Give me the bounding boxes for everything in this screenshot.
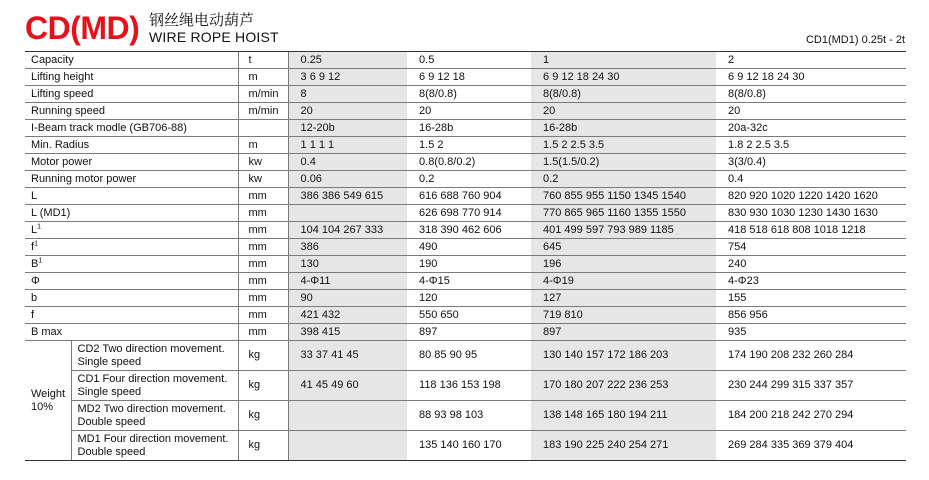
unit-cell: m: [238, 69, 288, 86]
brand-title: CD(MD): [25, 10, 140, 46]
value-cell: 386 386 549 615: [288, 188, 407, 205]
row-label-text: Running motor power: [31, 173, 137, 185]
unit-cell: kw: [238, 171, 288, 188]
row-label-text: B max: [31, 326, 63, 338]
value-cell: 770 865 965 1160 1355 1550: [531, 205, 716, 222]
value-cell: 0.8(0.8/0.2): [407, 154, 531, 171]
table-row: [25, 171, 906, 188]
row-label: [25, 171, 238, 188]
unit-cell: mm: [238, 290, 288, 307]
value-cell: 20: [407, 103, 531, 120]
unit-cell: mm: [238, 273, 288, 290]
row-label: [25, 256, 238, 273]
table-row: [25, 137, 906, 154]
unit-cell: m/min: [238, 103, 288, 120]
row-label-text: Φ: [31, 275, 40, 287]
row-label: [25, 273, 238, 290]
value-cell: 550 650: [407, 307, 531, 324]
weight-label-percent: 10%: [31, 400, 54, 413]
value-cell: 820 920 1020 1220 1420 1620: [716, 188, 906, 205]
value-cell: 135 140 160 170: [407, 431, 531, 461]
row-label: [25, 69, 238, 86]
unit-cell: m/min: [238, 86, 288, 103]
value-cell: [288, 205, 407, 222]
row-label: [25, 239, 238, 256]
weight-type-line2: Double speed: [77, 445, 146, 458]
row-label-text: Min. Radius: [31, 139, 90, 151]
value-cell: 20: [716, 103, 906, 120]
spec-table: [25, 51, 906, 461]
unit-cell: mm: [238, 324, 288, 341]
unit-cell: kg: [238, 431, 288, 461]
value-cell: 41 45 49 60: [288, 371, 407, 401]
value-cell: 20: [531, 103, 716, 120]
value-cell: 830 930 1030 1230 1430 1630: [716, 205, 906, 222]
page-header: [0, 0, 929, 48]
unit-cell: mm: [238, 307, 288, 324]
row-label: [25, 86, 238, 103]
row-label: [25, 188, 238, 205]
value-cell: 184 200 218 242 270 294: [716, 401, 906, 431]
weight-row: [25, 341, 906, 371]
value-cell: 418 518 618 808 1018 1218: [716, 222, 906, 239]
row-label-text: L: [31, 224, 38, 236]
value-cell: 6 9 12 18 24 30: [716, 69, 906, 86]
table-row: [25, 120, 906, 137]
value-cell: 118 136 153 198: [407, 371, 531, 401]
value-cell: 240: [716, 256, 906, 273]
row-label: [25, 120, 238, 137]
row-label-text: I-Beam track modle (GB706-88): [31, 122, 187, 134]
value-cell: 80 85 90 95: [407, 341, 531, 371]
value-cell: 6 9 12 18: [407, 69, 531, 86]
value-cell: 760 855 955 1150 1345 1540: [531, 188, 716, 205]
value-cell: 4-Φ19: [531, 273, 716, 290]
value-cell: 190: [407, 256, 531, 273]
weight-row: [25, 371, 906, 401]
value-cell: 230 244 299 315 337 357: [716, 371, 906, 401]
unit-cell: kw: [238, 154, 288, 171]
value-cell: 0.2: [407, 171, 531, 188]
unit-cell: mm: [238, 256, 288, 273]
value-cell: 8(8/0.8): [407, 86, 531, 103]
value-cell: 490: [407, 239, 531, 256]
row-label-text: Lifting speed: [31, 88, 94, 100]
weight-type: [71, 431, 238, 461]
value-cell: 935: [716, 324, 906, 341]
unit-cell: t: [238, 52, 288, 69]
value-cell: 4-Φ23: [716, 273, 906, 290]
row-label-text: Running speed: [31, 105, 106, 117]
value-cell: 0.4: [288, 154, 407, 171]
value-cell: 16-28b: [407, 120, 531, 137]
unit-cell: kg: [238, 341, 288, 371]
table-row: [25, 205, 906, 222]
weight-type-line2: Single speed: [77, 385, 142, 398]
value-cell: 88 93 98 103: [407, 401, 531, 431]
value-cell: 401 499 597 793 989 1185: [531, 222, 716, 239]
weight-type-line2: Single speed: [77, 355, 142, 368]
table-row: [25, 69, 906, 86]
value-cell: 0.2: [531, 171, 716, 188]
value-cell: 1 1 1 1: [288, 137, 407, 154]
model-range: CD1(MD1) 0.25t - 2t: [805, 34, 905, 46]
table-row: [25, 290, 906, 307]
value-cell: 130: [288, 256, 407, 273]
row-label-text: L (MD1): [31, 207, 71, 219]
value-cell: 20: [288, 103, 407, 120]
unit-cell: mm: [238, 222, 288, 239]
value-cell: 183 190 225 240 254 271: [531, 431, 716, 461]
row-label: [25, 307, 238, 324]
table-row: [25, 239, 906, 256]
value-cell: 897: [407, 324, 531, 341]
value-cell: 8: [288, 86, 407, 103]
weight-type: [71, 341, 238, 371]
weight-type-line2: Double speed: [77, 415, 146, 428]
row-label-text: Lifting height: [31, 71, 94, 83]
value-cell: 616 688 760 904: [407, 188, 531, 205]
row-label-text: L: [31, 190, 38, 202]
table-row: [25, 103, 906, 120]
weight-row: [25, 401, 906, 431]
row-label-text: Capacity: [31, 54, 74, 66]
title-chinese: 钢丝绳电动葫芦: [149, 12, 255, 29]
value-cell: 6 9 12 18 24 30: [531, 69, 716, 86]
value-cell: 170 180 207 222 236 253: [531, 371, 716, 401]
row-label: [25, 52, 238, 69]
value-cell: 1.5(1.5/0.2): [531, 154, 716, 171]
value-cell: 2: [716, 52, 906, 69]
weight-type-line1: CD2 Two direction movement.: [77, 342, 225, 355]
unit-cell: kg: [238, 371, 288, 401]
value-cell: [288, 401, 407, 431]
value-cell: 0.25: [288, 52, 407, 69]
value-cell: 754: [716, 239, 906, 256]
row-label-text: Motor power: [31, 156, 93, 168]
value-cell: 90: [288, 290, 407, 307]
value-cell: 897: [531, 324, 716, 341]
value-cell: [288, 431, 407, 461]
weight-type: [71, 371, 238, 401]
weight-label: [25, 341, 71, 461]
unit-cell: mm: [238, 205, 288, 222]
value-cell: 130 140 157 172 186 203: [531, 341, 716, 371]
value-cell: 12-20b: [288, 120, 407, 137]
value-cell: 33 37 41 45: [288, 341, 407, 371]
value-cell: 8(8/0.8): [716, 86, 906, 103]
value-cell: 1.5 2: [407, 137, 531, 154]
value-cell: 127: [531, 290, 716, 307]
value-cell: 4-Φ11: [288, 273, 407, 290]
label-superscript: 1: [37, 223, 42, 231]
label-superscript: 1: [38, 257, 43, 265]
value-cell: 0.06: [288, 171, 407, 188]
value-cell: 0.4: [716, 171, 906, 188]
weight-type-line1: CD1 Four direction movement.: [77, 372, 228, 385]
value-cell: 138 148 165 180 194 211: [531, 401, 716, 431]
weight-row: [25, 431, 906, 461]
value-cell: 3(3/0.4): [716, 154, 906, 171]
row-label-text: f: [31, 241, 35, 253]
table-row: [25, 188, 906, 205]
value-cell: 1.8 2 2.5 3.5: [716, 137, 906, 154]
table-row: [25, 256, 906, 273]
value-cell: 8(8/0.8): [531, 86, 716, 103]
row-label-text: f: [31, 309, 35, 321]
row-label: [25, 205, 238, 222]
weight-type-line1: MD1 Four direction movement.: [77, 432, 229, 445]
row-label: [25, 103, 238, 120]
value-cell: 719 810: [531, 307, 716, 324]
value-cell: 626 698 770 914: [407, 205, 531, 222]
value-cell: 20a-32c: [716, 120, 906, 137]
table-row: [25, 154, 906, 171]
table-row: [25, 324, 906, 341]
value-cell: 4-Φ15: [407, 273, 531, 290]
value-cell: 120: [407, 290, 531, 307]
row-label-text: B: [31, 258, 39, 270]
row-label: [25, 137, 238, 154]
row-label: [25, 154, 238, 171]
value-cell: 104 104 267 333: [288, 222, 407, 239]
value-cell: 386: [288, 239, 407, 256]
unit-cell: mm: [238, 239, 288, 256]
table-row: [25, 307, 906, 324]
value-cell: 155: [716, 290, 906, 307]
weight-type: [71, 401, 238, 431]
weight-label-text: Weight: [31, 387, 66, 400]
value-cell: 0.5: [407, 52, 531, 69]
row-label: [25, 290, 238, 307]
row-label-text: b: [31, 292, 38, 304]
value-cell: 421 432: [288, 307, 407, 324]
value-cell: 1.5 2 2.5 3.5: [531, 137, 716, 154]
value-cell: 398 415: [288, 324, 407, 341]
table-row: [25, 86, 906, 103]
unit-cell: [238, 120, 288, 137]
row-label: [25, 222, 238, 239]
value-cell: 174 190 208 232 260 284: [716, 341, 906, 371]
value-cell: 856 956: [716, 307, 906, 324]
unit-cell: kg: [238, 401, 288, 431]
unit-cell: mm: [238, 188, 288, 205]
title-english: WIRE ROPE HOIST: [149, 29, 279, 45]
value-cell: 3 6 9 12: [288, 69, 407, 86]
row-label: [25, 324, 238, 341]
weight-type-line1: MD2 Two direction movement.: [77, 402, 226, 415]
value-cell: 16-28b: [531, 120, 716, 137]
value-cell: 1: [531, 52, 716, 69]
value-cell: 318 390 462 606: [407, 222, 531, 239]
unit-cell: m: [238, 137, 288, 154]
value-cell: 196: [531, 256, 716, 273]
table-row: [25, 52, 906, 69]
value-cell: 269 284 335 369 379 404: [716, 431, 906, 461]
table-row: [25, 222, 906, 239]
table-row: [25, 273, 906, 290]
value-cell: 645: [531, 239, 716, 256]
label-superscript: 1: [34, 240, 38, 248]
